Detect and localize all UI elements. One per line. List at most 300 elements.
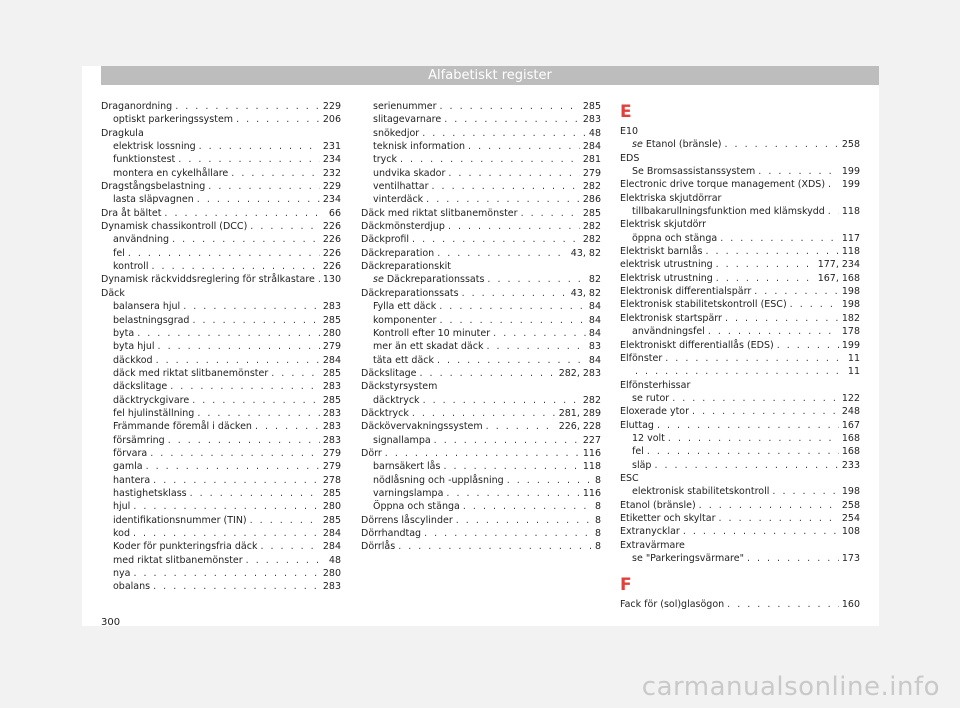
- index-entry: [361, 113, 601, 126]
- entry-term-text: Däckmönsterdjup: [361, 221, 445, 233]
- entry-term: [620, 178, 825, 191]
- entry-page-ref: 84: [588, 327, 601, 339]
- index-entry: [101, 354, 341, 367]
- entry-page-ref: 282: [582, 234, 601, 246]
- dot-leader: [437, 247, 568, 260]
- entry-term: [113, 247, 125, 260]
- index-entry: [620, 485, 860, 498]
- entry-page-ref: 279: [322, 447, 341, 459]
- index-entry: [361, 514, 601, 527]
- entry-term-text: Elektronisk stabilitetskontroll (ESC): [620, 299, 787, 311]
- dot-leader: [521, 207, 580, 220]
- dot-leader: [727, 598, 839, 611]
- index-entry: [361, 447, 601, 460]
- entry-term: [620, 525, 680, 538]
- index-entry: [361, 127, 601, 140]
- dot-leader: [468, 140, 580, 153]
- index-entry: [620, 205, 860, 218]
- dot-leader: [444, 113, 580, 126]
- dot-leader: [175, 100, 320, 113]
- index-entry: [101, 407, 341, 420]
- dot-leader: [400, 153, 580, 166]
- dot-leader: [158, 340, 320, 353]
- entry-term: [361, 207, 518, 220]
- dot-leader: [665, 352, 845, 365]
- entry-term: [620, 152, 639, 165]
- entry-term-text: Däckprofil: [361, 234, 410, 246]
- dot-leader: [199, 140, 320, 153]
- entry-term-text: kod: [113, 528, 131, 539]
- index-entry: [361, 207, 601, 220]
- entry-term: [620, 272, 713, 285]
- index-entry: [101, 140, 341, 153]
- entry-term-text: tillbakarullningsfunktion med klämskydd: [632, 206, 825, 218]
- entry-term: [373, 273, 484, 286]
- entry-term: [113, 354, 153, 367]
- dot-leader: [133, 567, 319, 580]
- entry-term-text: öppna och stänga: [632, 232, 718, 244]
- dot-leader: [422, 127, 586, 140]
- entry-term-text: täta ett däck: [373, 354, 435, 366]
- entry-term: [361, 420, 483, 433]
- entry-term: [101, 180, 205, 193]
- entry-term: [113, 434, 165, 447]
- dot-leader: [439, 300, 586, 313]
- entry-term-text: Etanol (bränsle): [620, 499, 696, 511]
- entry-page-ref: 283: [582, 114, 601, 126]
- entry-term: [113, 540, 257, 553]
- entry-term: [113, 394, 189, 407]
- index-entry: [101, 113, 341, 126]
- entry-page-ref: 280: [322, 568, 341, 580]
- dot-leader: [128, 247, 320, 260]
- entry-term: [373, 153, 397, 166]
- entry-term-text: Dragstångsbelastning: [101, 181, 206, 193]
- index-column-2: [361, 100, 601, 554]
- entry-term: [113, 460, 143, 473]
- entry-page-ref: 285: [322, 314, 341, 326]
- dot-leader: [147, 127, 338, 140]
- entry-term: [632, 325, 705, 338]
- entry-term: [620, 312, 722, 325]
- entry-page-ref: 284: [322, 354, 341, 366]
- entry-page-ref: 282, 283: [558, 367, 601, 379]
- index-entry: [620, 152, 860, 165]
- entry-term: [373, 140, 465, 153]
- dot-leader: [486, 420, 556, 433]
- entry-term-text: försämring: [113, 434, 165, 446]
- entry-term-text: undvika skador: [373, 167, 446, 179]
- entry-page-ref: 234: [322, 194, 341, 206]
- index-entry: [361, 460, 601, 473]
- index-entry: [361, 314, 601, 327]
- entry-page-ref: 258: [841, 139, 860, 151]
- entry-term-text: Däckreparationssats: [361, 287, 459, 299]
- entry-term-text: Elektriska skjutdörrar: [620, 192, 722, 204]
- dot-leader: [647, 445, 839, 458]
- entry-term: [361, 233, 409, 246]
- dot-leader: [137, 327, 320, 340]
- entry-page-ref: 226: [322, 221, 341, 233]
- dot-leader: [692, 405, 839, 418]
- entry-term: [632, 552, 744, 565]
- index-entry: [620, 459, 860, 472]
- entry-page-ref: 285: [582, 101, 601, 112]
- entry-page-ref: 84: [588, 301, 601, 313]
- dot-leader: [128, 287, 338, 300]
- entry-term: [620, 512, 716, 525]
- dot-leader: [448, 220, 580, 233]
- entry-term: [113, 554, 243, 567]
- entry-term: [101, 207, 161, 220]
- entry-term-text: hastighetsklass: [113, 487, 187, 499]
- entry-term-text: identifikationsnummer (TIN): [113, 514, 247, 526]
- entry-term: [620, 419, 654, 432]
- index-entry: [620, 552, 860, 565]
- entry-page-ref: 118: [582, 461, 601, 473]
- entry-term-text: Däckreparationskit: [361, 261, 451, 273]
- entry-term: [361, 407, 409, 420]
- entry-term: [632, 485, 769, 498]
- dot-leader: [437, 354, 586, 367]
- index-entry: [101, 193, 341, 206]
- index-entry: [620, 272, 860, 285]
- entry-term-text: Elektroniskt differentiallås (EDS): [620, 339, 774, 351]
- dot-leader: [172, 233, 320, 246]
- entry-term: [620, 192, 721, 205]
- dot-leader: [720, 232, 839, 245]
- entry-term-text: däck med riktat slitbanemönster: [113, 367, 269, 379]
- entry-term-text: Extravärmare: [620, 539, 685, 551]
- dot-leader: [642, 152, 857, 165]
- index-entry: [101, 540, 341, 553]
- entry-term-text: Elektrisk skjutdörr: [620, 219, 707, 231]
- entry-page-ref: 118: [841, 206, 860, 218]
- entry-term-text: Öppna och stänga: [373, 501, 460, 513]
- entry-term-text: Elfönsterhissar: [620, 379, 691, 391]
- entry-term-text: med riktat slitbanemönster: [113, 554, 243, 566]
- entry-term-text: varningslampa: [373, 487, 444, 499]
- dot-leader: [133, 527, 320, 540]
- entry-term: [620, 125, 638, 138]
- entry-page-ref: 117: [841, 232, 860, 244]
- dot-leader: [828, 205, 839, 218]
- entry-term: [113, 407, 194, 420]
- entry-page-ref: 282: [582, 181, 601, 193]
- see-reference: se: [632, 139, 646, 151]
- index-entry: [101, 247, 341, 260]
- index-entry: [101, 273, 341, 286]
- dot-leader: [412, 407, 556, 420]
- entry-term-text: Eluttag: [620, 419, 654, 431]
- entry-term: [632, 232, 717, 245]
- entry-term-text: balansera hjul: [113, 301, 181, 313]
- index-entry: [620, 445, 860, 458]
- entry-term: [113, 474, 150, 487]
- dot-leader: [668, 432, 839, 445]
- dot-leader: [705, 245, 838, 258]
- entry-term-text: däcktryck: [373, 394, 420, 406]
- watermark: carmanualsonline.info: [641, 672, 940, 702]
- dot-leader: [772, 485, 838, 498]
- entry-term-text: optiskt parkeringssystem: [113, 114, 234, 126]
- index-column-1: [101, 100, 341, 594]
- entry-page-ref: 283: [322, 421, 341, 433]
- entry-term: [113, 420, 252, 433]
- entry-page-ref: 283: [322, 581, 341, 593]
- entry-page-ref: 118: [841, 246, 860, 258]
- dot-leader: [168, 434, 320, 447]
- entry-term-text: hantera: [113, 474, 151, 486]
- entry-page-ref: 11: [847, 366, 860, 378]
- index-entry: [361, 233, 601, 246]
- dot-leader: [440, 100, 580, 113]
- page-header: Alfabetiskt register: [101, 66, 879, 85]
- dot-leader: [398, 540, 592, 553]
- dot-leader: [688, 539, 857, 552]
- entry-term: [620, 258, 713, 271]
- entry-term: [620, 285, 751, 298]
- entry-term-text: Däckövervakningssystem: [361, 421, 483, 433]
- entry-page-ref: 130: [322, 274, 341, 286]
- entry-page-ref: 283: [322, 407, 341, 419]
- index-entry: [361, 540, 601, 553]
- dot-leader: [657, 419, 839, 432]
- dot-leader: [420, 367, 556, 380]
- index-entry: [101, 527, 341, 540]
- index-entry: [101, 153, 341, 166]
- entry-term-text: däcktryckgivare: [113, 394, 190, 406]
- dot-leader: [725, 138, 839, 151]
- entry-page-ref: 281: [582, 154, 601, 166]
- entry-page-ref: 167: [841, 419, 860, 431]
- dot-leader: [758, 165, 839, 178]
- index-entry: [361, 487, 601, 500]
- entry-page-ref: 206: [322, 114, 341, 126]
- entry-term: [632, 165, 755, 178]
- dot-leader: [385, 447, 580, 460]
- entry-term: [373, 500, 460, 513]
- index-entry: [101, 487, 341, 500]
- entry-term-text: ventilhattar: [373, 181, 429, 193]
- entry-page-ref: 285: [322, 514, 341, 526]
- entry-term: [361, 380, 437, 393]
- entry-page-ref: 280: [322, 327, 341, 339]
- entry-page-ref: 226: [322, 247, 341, 259]
- dot-leader: [487, 273, 586, 286]
- entry-term-text: Främmande föremål i däcken: [113, 421, 252, 433]
- entry-term: [632, 392, 669, 405]
- see-reference: se: [373, 274, 387, 286]
- entry-term-text: lasta släpvagnen: [113, 194, 194, 206]
- index-entry: [361, 354, 601, 367]
- entry-term: [620, 339, 774, 352]
- entry-term-text: obalans: [113, 581, 151, 593]
- entry-term-text: Dynamisk chassikontroll (DCC): [101, 221, 248, 233]
- entry-page-ref: 8: [594, 474, 601, 486]
- index-entry: [101, 220, 341, 233]
- dot-leader: [133, 500, 320, 513]
- dot-leader: [716, 258, 815, 271]
- dot-leader: [192, 314, 319, 327]
- entry-term-text: Electronic drive torque management (XDS): [620, 179, 826, 191]
- entry-term: [361, 220, 445, 233]
- entry-term-text: Däck: [101, 287, 125, 299]
- dot-leader: [672, 392, 839, 405]
- entry-term-text: Elfönster: [620, 352, 663, 364]
- dot-leader: [246, 554, 326, 567]
- entry-page-ref: 116: [582, 487, 601, 499]
- index-entry: [620, 352, 860, 365]
- entry-term: [101, 100, 172, 113]
- entry-term-text: Elektrisk utrustning: [620, 272, 713, 284]
- dot-leader: [828, 178, 839, 191]
- entry-page-ref: 282: [582, 394, 601, 406]
- entry-term-text: barnsäkert lås: [373, 461, 441, 473]
- index-entry: [620, 138, 860, 151]
- entry-page-ref: 8: [594, 501, 601, 513]
- entry-term: [620, 598, 724, 611]
- dot-leader: [716, 272, 815, 285]
- entry-term: [361, 260, 451, 273]
- page-number: 300: [101, 617, 121, 628]
- index-entry: [620, 218, 860, 231]
- dot-leader: [641, 125, 857, 138]
- entry-term: [361, 540, 395, 553]
- entry-term-text: Dynamisk räckviddsreglering för strålkastare: [101, 274, 315, 286]
- entry-term: [113, 113, 233, 126]
- index-entry: [620, 419, 860, 432]
- entry-term: [373, 180, 429, 193]
- entry-page-ref: 283: [322, 434, 341, 446]
- index-entry: [361, 367, 601, 380]
- entry-term-text: Extranycklar: [620, 526, 680, 538]
- dot-leader: [153, 580, 320, 593]
- dot-leader: [156, 354, 320, 367]
- entry-page-ref: 280: [322, 501, 341, 513]
- entry-term-text: användningsfel: [632, 326, 705, 338]
- entry-term: [361, 247, 434, 260]
- entry-page-ref: 168: [841, 432, 860, 444]
- index-entry: [620, 312, 860, 325]
- index-entry: [620, 539, 860, 552]
- entry-term: [361, 287, 459, 300]
- entry-page-ref: 279: [322, 461, 341, 473]
- entry-term: [632, 432, 665, 445]
- index-entry: [620, 178, 860, 191]
- index-entry: [361, 300, 601, 313]
- entry-term: [113, 233, 169, 246]
- index-entry: [361, 527, 601, 540]
- dot-leader: [170, 380, 320, 393]
- entry-term: [632, 445, 644, 458]
- dot-leader: [454, 260, 598, 273]
- entry-term: [113, 340, 155, 353]
- dot-leader: [178, 153, 320, 166]
- entry-term: [632, 459, 651, 472]
- entry-page-ref: 198: [841, 286, 860, 298]
- entry-term-text: Eloxerade ytor: [620, 406, 690, 418]
- entry-page-ref: 11: [847, 352, 860, 364]
- dot-leader: [192, 394, 320, 407]
- dot-leader: [446, 487, 579, 500]
- index-entry: [361, 180, 601, 193]
- dot-leader: [183, 300, 320, 313]
- entry-page-ref: 83: [588, 341, 601, 353]
- index-entry: [101, 287, 341, 300]
- dot-leader: [507, 474, 592, 487]
- entry-term: [373, 394, 420, 407]
- dot-leader: [699, 499, 839, 512]
- entry-page-ref: 198: [841, 299, 860, 311]
- index-entry: [620, 499, 860, 512]
- index-entry: [620, 192, 860, 205]
- entry-term-text: elektrisk utrustning: [620, 259, 713, 271]
- dot-leader: [432, 180, 580, 193]
- entry-term-text: Elektronisk startspärr: [620, 312, 722, 324]
- entry-page-ref: 231: [322, 141, 341, 153]
- dot-leader: [197, 407, 320, 420]
- dot-leader: [642, 472, 857, 485]
- index-entry: [361, 474, 601, 487]
- entry-term-text: elektronisk stabilitetskontroll: [632, 486, 770, 498]
- entry-page-ref: 285: [322, 367, 341, 379]
- dot-leader: [443, 460, 579, 473]
- index-entry: [101, 260, 341, 273]
- index-entry: [101, 447, 341, 460]
- index-entry: [620, 125, 860, 138]
- entry-page-ref: 286: [582, 194, 601, 206]
- entry-term: [373, 127, 419, 140]
- index-entry: [620, 232, 860, 245]
- entry-term: [113, 447, 147, 460]
- index-entry: [101, 127, 341, 140]
- index-entry: [620, 325, 860, 338]
- entry-page-ref: 278: [322, 474, 341, 486]
- index-entry: [361, 420, 601, 433]
- entry-term-text: kontroll: [113, 261, 149, 273]
- dot-leader: [250, 220, 320, 233]
- dot-leader: [456, 514, 592, 527]
- entry-page-ref: 160: [841, 599, 860, 611]
- index-entry: [361, 140, 601, 153]
- dot-leader: [754, 285, 839, 298]
- dot-leader: [318, 273, 320, 286]
- entry-page-ref: 122: [841, 392, 860, 404]
- dot-leader: [440, 380, 598, 393]
- index-entry: [101, 327, 341, 340]
- entry-page-ref: 48: [588, 127, 601, 139]
- dot-leader: [747, 552, 839, 565]
- entry-term-text: montera en cykelhållare: [113, 167, 229, 179]
- index-entry: [620, 512, 860, 525]
- entry-term: [101, 127, 144, 140]
- entry-page-ref: 284: [582, 141, 601, 153]
- index-entry: [101, 340, 341, 353]
- entry-term: [373, 314, 436, 327]
- entry-term: [620, 298, 787, 311]
- section-letter-f: F: [620, 575, 632, 596]
- index-entry: [620, 379, 860, 392]
- entry-page-ref: 82: [588, 274, 601, 286]
- entry-term: [361, 367, 417, 380]
- entry-term-text: signallampa: [373, 434, 431, 446]
- entry-page-ref: 285: [322, 487, 341, 499]
- dot-leader: [439, 314, 585, 327]
- entry-term-text: snökedjor: [373, 127, 420, 139]
- entry-page-ref: 84: [588, 314, 601, 326]
- index-entry: [361, 434, 601, 447]
